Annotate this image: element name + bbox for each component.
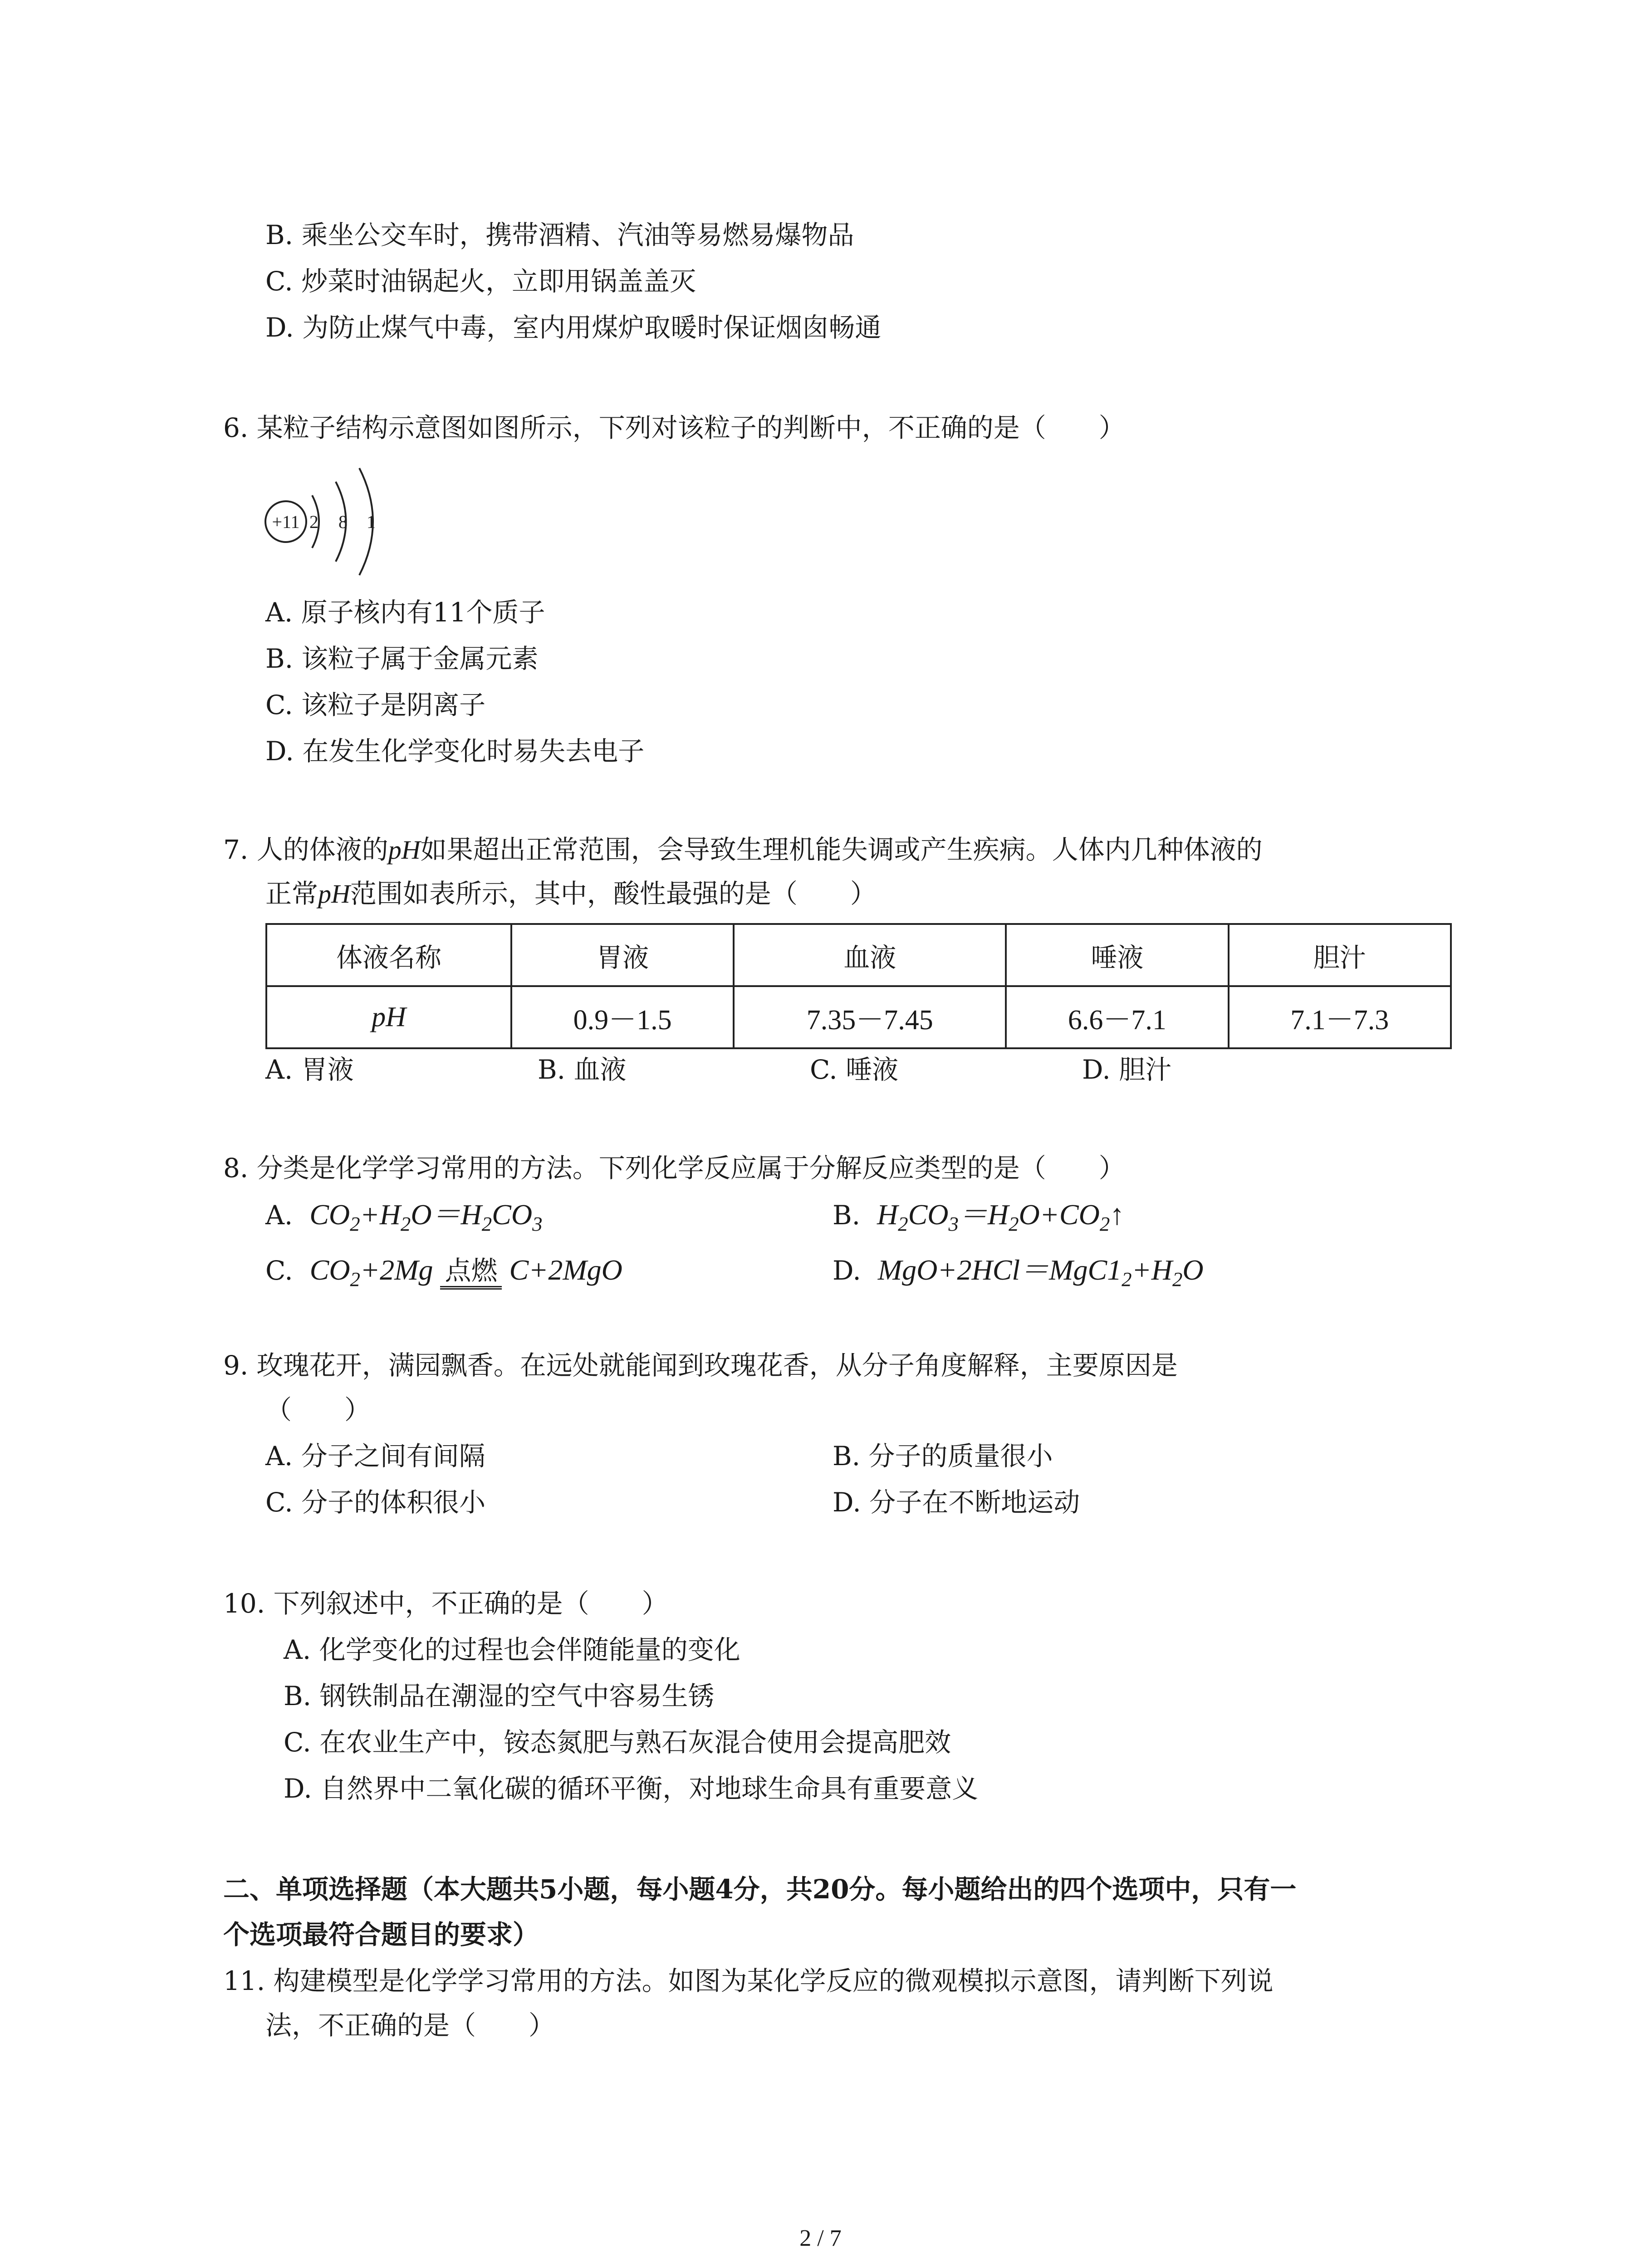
q8-option-d: D. $MgO+2HCl=MgC1_2+H_2O$ bbox=[833, 1254, 1204, 1290]
table-cell: 0.9－1.5 bbox=[511, 986, 734, 1048]
q6-stem: 6. 某粒子结构示意图如图所示，下列对该粒子的判断中，不正确的是（ ） bbox=[223, 412, 1125, 443]
table-header-cell: 体液名称 bbox=[266, 924, 511, 986]
table-row bbox=[266, 986, 1451, 1048]
q6-option-a: A. 原子核内有11个质子 bbox=[265, 597, 545, 628]
table-header-cell: 胃液 bbox=[511, 924, 734, 986]
section-heading: 二、单项选择题（本大题共5小题，每小题4分，共20分。每小题给出的四个选项中，只有一 bbox=[223, 1874, 1297, 1905]
reaction-condition: 点燃 bbox=[440, 1255, 502, 1290]
table-header-cell: 血液 bbox=[734, 924, 1006, 986]
q8-option-c: C. $CO_2+2Mg$ 点燃 C+2MgO bbox=[265, 1254, 622, 1290]
q9-option-a: A. 分子之间有间隔 bbox=[265, 1441, 485, 1471]
q8-option-b: B. $H_2CO_3=H_2O+CO_2↑$ bbox=[833, 1198, 1125, 1235]
q9-stem: 9. 玫瑰花开，满园飘香。在远处就能闻到玫瑰花香，从分子角度解释，主要原因是 bbox=[223, 1350, 1178, 1381]
q6-option-b: B. 该粒子属于金属元素 bbox=[265, 643, 539, 674]
shell-electrons-3: 1 bbox=[367, 512, 376, 532]
nucleus-charge: +11 bbox=[272, 512, 300, 532]
q5-option-d: D. 为防止煤气中毒，室内用煤炉取暖时保证烟囱畅通 bbox=[265, 312, 882, 343]
q9-option-b: B. 分子的质量很小 bbox=[833, 1441, 1053, 1471]
q5-option-b: B. 乘坐公交车时，携带酒精、汽油等易燃易爆物品 bbox=[265, 220, 854, 250]
shell-electrons-2: 8 bbox=[338, 512, 348, 532]
q6-option-c: C. 该粒子是阴离子 bbox=[265, 689, 486, 720]
table-cell: 7.1－7.3 bbox=[1229, 986, 1451, 1048]
equation-a: $CO_2+H_2O=H_2CO_3$ bbox=[309, 1198, 543, 1235]
q11-stem: 11. 构建模型是化学学习常用的方法。如图为某化学反应的微观模拟示意图，请判断下列说 bbox=[223, 1965, 1274, 1996]
atom-structure-diagram bbox=[259, 454, 404, 590]
q6-option-d: D. 在发生化学变化时易失去电子 bbox=[265, 736, 645, 767]
table-row-label: pH bbox=[266, 986, 511, 1048]
q11-stem-cont: 法，不正确的是（ ） bbox=[265, 2010, 555, 2041]
shell-electrons-1: 2 bbox=[309, 512, 318, 532]
q9-stem-paren: （ ） bbox=[265, 1394, 371, 1425]
q8-stem: 8. 分类是化学学习常用的方法。下列化学反应属于分解反应类型的是（ ） bbox=[223, 1153, 1125, 1183]
q10-stem: 10. 下列叙述中，不正确的是（ ） bbox=[223, 1588, 668, 1619]
equation-b: $H_2CO_3=H_2O+CO_2↑$ bbox=[877, 1198, 1125, 1235]
equation-c: $CO_2+2Mg$ 点燃 C+2MgO bbox=[309, 1254, 622, 1290]
q8-option-a: A. $CO_2+H_2O=H_2CO_3$ bbox=[265, 1198, 543, 1235]
q10-option-b: B. 钢铁制品在潮湿的空气中容易生锈 bbox=[284, 1681, 715, 1711]
q7-option-a: A. 胃液 bbox=[265, 1054, 354, 1085]
q7-option-c: C. 唾液 bbox=[810, 1054, 899, 1085]
table-header-cell: 唾液 bbox=[1006, 924, 1228, 986]
table-header-row bbox=[266, 924, 1451, 986]
table-header-cell: 胆汁 bbox=[1229, 924, 1451, 986]
table-cell: 6.6－7.1 bbox=[1006, 986, 1228, 1048]
q10-option-a: A. 化学变化的过程也会伴随能量的变化 bbox=[284, 1634, 740, 1665]
q7-stem-line2: 正常pH范围如表所示，其中，酸性最强的是（ ） bbox=[265, 878, 877, 909]
q9-option-d: D. 分子在不断地运动 bbox=[833, 1487, 1080, 1518]
ph-table bbox=[265, 923, 1452, 1049]
q10-option-c: C. 在农业生产中，铵态氮肥与熟石灰混合使用会提高肥效 bbox=[284, 1727, 951, 1758]
q10-option-d: D. 自然界中二氧化碳的循环平衡，对地球生命具有重要意义 bbox=[284, 1773, 979, 1804]
q7-option-d: D. 胆汁 bbox=[1082, 1054, 1172, 1085]
q9-option-c: C. 分子的体积很小 bbox=[265, 1487, 486, 1518]
q5-option-c: C. 炒菜时油锅起火，立即用锅盖盖灭 bbox=[265, 266, 696, 297]
section-heading-cont: 个选项最符合题目的要求） bbox=[223, 1919, 539, 1950]
q7-option-b: B. 血液 bbox=[538, 1054, 627, 1085]
table-cell: 7.35－7.45 bbox=[734, 986, 1006, 1048]
q7-stem-line1: 7. 人的体液的pH如果超出正常范围，会导致生理机能失调或产生疾病。人体内几种体液的 bbox=[223, 834, 1263, 865]
page-number: 2 / 7 bbox=[799, 2225, 842, 2251]
equation-d: $MgO+2HCl=MgC1_2+H_2O$ bbox=[877, 1254, 1204, 1290]
